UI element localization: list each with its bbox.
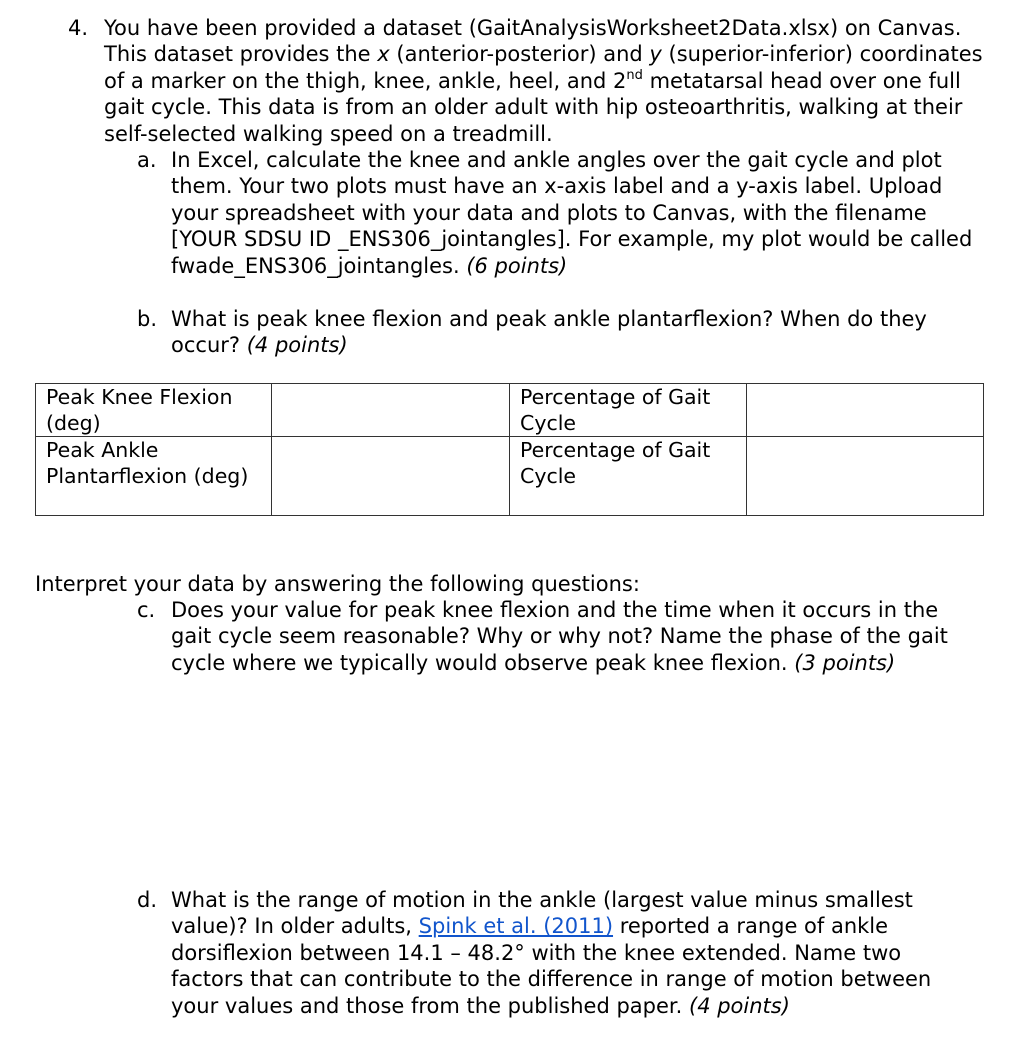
spink-citation-link[interactable]: Spink et al. (2011) bbox=[418, 914, 614, 939]
part-d-letter: d. bbox=[137, 888, 158, 912]
part-a-body: In Excel, calculate the knee and ankle angles over the gait cycle and plot them. Your two plots must have an x-axis label and a y-axis label. Upload your spreadsheet with your data and plots to Canvas, with the filename [YOUR SDSU ID _ENS306_jointangles]. For example, my plot would be called fwade_ENS306_jointangles. bbox=[171, 148, 973, 278]
part-b-letter: b. bbox=[137, 307, 158, 331]
question-number: 4. bbox=[68, 16, 89, 40]
part-c-points: (3 points) bbox=[794, 650, 896, 675]
part-b bbox=[137, 306, 977, 359]
ordinal-superscript: nd bbox=[626, 67, 643, 83]
part-b-text bbox=[171, 306, 977, 359]
part-a-points: (6 points) bbox=[466, 253, 568, 278]
part-a-letter: a. bbox=[137, 148, 157, 172]
table-row bbox=[36, 437, 984, 516]
intro-text-b: (anterior-posterior) and bbox=[389, 42, 650, 67]
knee-percentage-answer-cell[interactable] bbox=[747, 384, 984, 437]
peak-knee-flexion-label: Peak Knee Flexion (deg) bbox=[36, 384, 272, 437]
peak-ankle-plantarflexion-label: Peak Ankle Plantarflexion (deg) bbox=[36, 437, 272, 516]
part-d bbox=[137, 887, 977, 1019]
answer-table bbox=[35, 383, 984, 516]
part-a-text bbox=[171, 147, 977, 279]
intro-text-c: (superior-inferior) coordinates of a marker on the thigh, knee, ankle, heel, and 2 bbox=[104, 42, 983, 93]
part-d-body-a: What is the range of motion in the ankle (largest value minus smallest value)? In older adults, bbox=[171, 888, 913, 939]
peak-knee-flexion-answer-cell[interactable] bbox=[272, 384, 510, 437]
part-c-body: Does your value for peak knee flexion and the time when it occurs in the gait cycle seem reasonable? Why or why not? Name the phase of the gait cycle where we typically would observe peak knee flexion. bbox=[171, 598, 948, 675]
x-variable: x bbox=[377, 42, 390, 67]
part-c-text bbox=[171, 597, 977, 676]
part-a bbox=[137, 147, 977, 279]
knee-percentage-label: Percentage of Gait Cycle bbox=[510, 384, 747, 437]
question-intro bbox=[104, 15, 988, 147]
part-c-letter: c. bbox=[137, 598, 156, 622]
part-d-body-b: reported a range of ankle dorsiflexion between 14.1 – 48.2° with the knee extended. Name two factors that can contribute to the difference in range of motion between your values and those from the published paper. bbox=[171, 914, 932, 1018]
ankle-percentage-answer-cell[interactable] bbox=[747, 437, 984, 516]
intro-text-d: metatarsal head over one full gait cycle. This data is from an older adult with hip osteoarthritis, walking at their self-selected walking speed on a treadmill. bbox=[104, 68, 963, 146]
ankle-percentage-label: Percentage of Gait Cycle bbox=[510, 437, 747, 516]
interpret-heading: Interpret your data by answering the following questions: bbox=[35, 572, 640, 596]
part-d-points: (4 points) bbox=[689, 993, 790, 1018]
table-row bbox=[36, 384, 984, 437]
part-b-points: (4 points) bbox=[246, 333, 348, 358]
question-4 bbox=[68, 15, 988, 147]
y-variable: y bbox=[649, 42, 662, 67]
part-b-body: What is peak knee flexion and peak ankle plantarflexion? When do they occur? bbox=[171, 307, 927, 358]
peak-ankle-plantarflexion-answer-cell[interactable] bbox=[272, 437, 510, 516]
part-d-text bbox=[171, 887, 977, 1019]
part-c bbox=[137, 597, 977, 676]
intro-text-a: You have been provided a dataset (GaitAnalysisWorksheet2Data.xlsx) on Canvas. This dataset provides the bbox=[104, 16, 962, 67]
